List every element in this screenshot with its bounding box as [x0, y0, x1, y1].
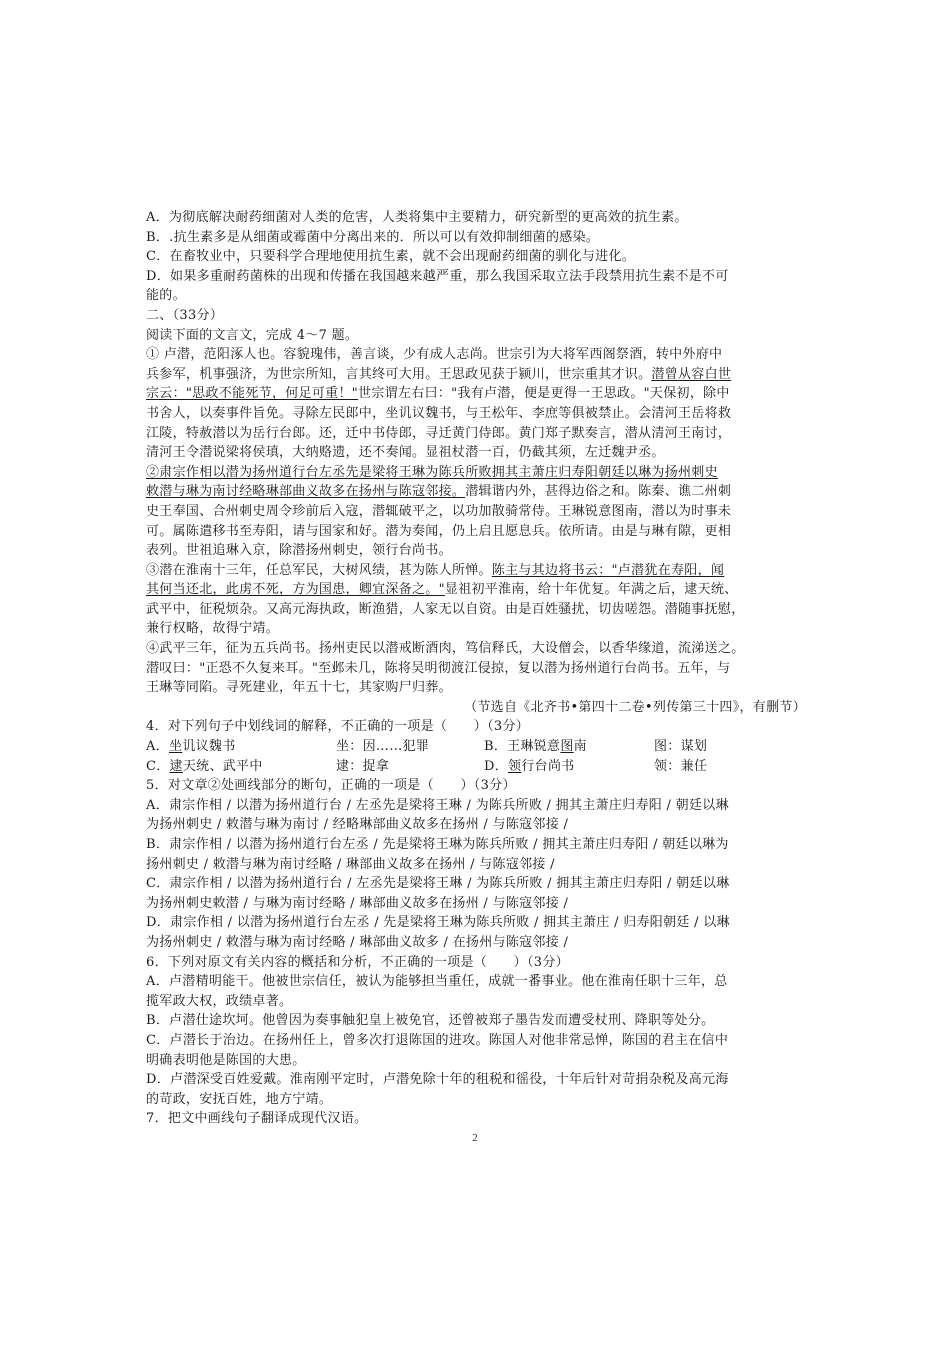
question-7: 7．把文中画线句子翻译成现代汉语。 [146, 1111, 368, 1127]
underlined-sentence-3: 陈主与其边将书云："卢潜犹在寿阳，闻 [491, 562, 725, 578]
q5-option-c: C．肃宗作相 / 以潜为扬州道行台 / 左丞先是梁将王琳 / 为陈兵所败 / 拥其主萧庄归寿阳 / 朝廷以琳 [146, 876, 730, 892]
q6-option-d: D．卢潜深受百姓爱戴。淮南刚平定时，卢潜免除十年的租税和徭役，十年后针对苛捐杂税及高元海 [146, 1072, 729, 1088]
q5-option-a: A．肃宗作相 / 以潜为扬州道行台 / 左丞先是梁将王琳 / 为陈兵所败 / 拥其主萧庄归寿阳 / 朝廷以琳 [146, 797, 729, 813]
q4-option-a-gloss: 坐：因……犯罪 [336, 739, 430, 755]
q4-option-c-gloss: 逮：捉拿 [336, 758, 390, 774]
q6-option-c-cont: 明确表明他是陈国的大患。 [146, 1052, 306, 1068]
q6-option-a: A．卢潜精明能干。他被世宗信任，被认为能够担当重任，成就一番事业。他在淮南任职十三年，总 [146, 974, 728, 990]
source-citation: （节选自《北齐书•第四十二卷•列传第三十四》，有删节） [464, 699, 806, 715]
q4-option-d: D．领行台尚书 [484, 758, 575, 774]
option-b-q3: B．.抗生素多是从细菌或霉菌中分离出来的．所以可以有效抑制细菌的感染。 [146, 229, 600, 245]
underlined-sentence-1: 潜曾从容白世 [651, 366, 732, 382]
option-d-q3: D．如果多重耐药菌株的出现和传播在我国越来越严重，那么我国采取立法手段禁用抗生素不是不可 [146, 268, 729, 284]
passage-p4-line: 潜叹曰："正恐不久复来耳。"至邺未几，陈将吴明彻渡江侵掠，复以潜为扬州道行台尚书。五年，与 [146, 660, 731, 676]
q6-option-a-cont: 揽军政大权，政绩卓著。 [146, 993, 293, 1009]
q4-option-b: B．王琳锐意图南 [484, 739, 587, 755]
question-5: 5．对文章②处画线部分的断句，正确的一项是（ ）（3分） [146, 778, 516, 794]
q4-options-row-2 [146, 757, 806, 777]
passage-p2-line: 表列。世祖追琳入京，除潜扬州刺史，领行台尚书。 [146, 543, 452, 559]
q6-option-c: C．卢潜长于治边。在扬州任上，曾多次打退陈国的进攻。陈国人对他非常忌惮，陈国的君主在信中 [146, 1032, 729, 1048]
question-4: 4．对下列句子中划线词的解释，不正确的一项是（ ）（3分） [146, 719, 530, 735]
q6-option-b: B．卢潜仕途坎坷。他曾因为奏事触犯皇上被免官，还曾被郑子墨告发而遭受杖刑、降职等处分。 [146, 1013, 715, 1029]
q5-option-d: D．肃宗作相 / 以潜为扬州道行台左丞 / 先是梁将王琳为陈兵所败 / 拥其主萧庄 / 归寿阳朝廷 / 以琳 [146, 915, 730, 931]
page-number: 2 [472, 1132, 478, 1144]
q5-option-d-cont: 为扬州刺史 / 敕潜与琳为南讨经略 / 琳部曲义故多 / 在扬州与陈寇邻接 / [146, 934, 569, 950]
passage-p1-line: 清河王令潜说梁将侯瑱，大纳赂遗，还不奏闻。显祖杖潜一百，仍截其须，左迁魏尹丞。 [146, 445, 665, 461]
passage-p3-line: ③潜在淮南十三年，任总军民，大树风绩，甚为陈人所惮。陈主与其边将书云："卢潜犹在寿阳，闻 [146, 562, 725, 578]
passage-p1-line: 江陵，特赦潜以为岳行台郎。还，迁中书侍郎，寻迁黄门侍郎。黄门郑子默奏言，潜从清河王南讨， [146, 425, 732, 441]
q4-option-b-gloss: 图：谋划 [654, 739, 708, 755]
option-d-q3-cont: 能的。 [146, 288, 186, 304]
q4-options-row-1 [146, 737, 806, 757]
question-6: 6．下列对原文有关内容的概括和分析，不正确的一项是（ ）（3分） [146, 954, 569, 970]
q5-option-a-cont: 为扬州刺史 / 敕潜与琳为南讨 / 经略琳部曲义故多在扬州 / 与陈寇邻接 / [146, 817, 569, 833]
q5-option-c-cont: 为扬州刺史敕潜 / 与琳为南讨经略 / 琳部曲义故多在扬州 / 与陈寇邻接 / [146, 895, 569, 911]
passage-p3-line: 武平中，征税烦杂。又高元海执政，断渔猎，人家无以自资。由是百姓骚扰，切齿嗟怨。潜随事抚慰， [146, 601, 745, 617]
passage-p1-line: 书舍人，以奏事件旨免。寻除左民郎中，坐讥议魏书，与王松年、李庶等俱被禁止。会清河王岳将救 [146, 405, 732, 421]
passage-p2-line: 可。属陈遣移书至寿阳，请与国家和好。潜为奏闻，仍上启且愿息兵。依所请。由是与琳有隙，更相 [146, 523, 732, 539]
option-a-q3: A．为彻底解决耐药细菌对人类的危害，人类将集中主要精力，研究新型的更高效的抗生素。 [146, 210, 688, 225]
q6-option-d-cont: 的苛政，安抚百姓，地方宁靖。 [146, 1091, 333, 1107]
underlined-sentence-3-cont: 其何当还北，此虏不死，方为国患，卿宜深备之。" [146, 582, 445, 598]
passage-p4-line: ④武平三年，征为五兵尚书。扬州吏民以潜戒断酒肉，笃信释氏，大设僧会，以香华缘道，流涕送之。 [146, 641, 745, 657]
passage-p1-line: 宗云："思政不能死节，何足可重！"世宗谓左右曰："我有卢潜，便是更得一王思政。"天保初，除中 [146, 386, 730, 402]
q4-option-a: A．坐讥议魏书 [146, 739, 236, 755]
exam-page [146, 208, 806, 1129]
q4-option-d-gloss: 领：兼任 [654, 758, 708, 774]
section-instruction: 阅读下面的文言文，完成 4～7 题。 [146, 327, 359, 343]
q4-option-c: C．逮天统、武平中 [146, 758, 263, 774]
passage-p2-line: 史王奉国、合州刺史周令珍前后入寇，潜辄破平之，以功加散骑常侍。王琳锐意图南，潜以为时事未 [146, 503, 732, 519]
underlined-passage-2-cont: 敕潜与琳为南讨经略琳部曲义故多在扬州与陈寇邻接。 [146, 484, 466, 500]
passage-p3-line: 兼行权略，故得宁靖。 [146, 621, 280, 637]
q5-option-b: B．肃宗作相 / 以潜为扬州道行台左丞 / 先是梁将王琳为陈兵所败 / 拥其主萧庄归寿阳 / 朝廷以琳为 [146, 837, 729, 852]
passage-p4-line: 王琳等同陷。寻死建业，年五十七，其家购尸归葬。 [146, 680, 452, 696]
underlined-passage-2: ②肃宗作相以潜为扬州道行台左丞先是梁将王琳为陈兵所败拥其主萧庄归寿阳朝廷以琳为扬州刺史 [146, 464, 718, 480]
passage-p3-line: 其何当还北，此虏不死，方为国患，卿宜深备之。"显祖初平淮南，给十年优复。年满之后，逮天统、 [146, 582, 738, 598]
q5-option-b-cont: 扬州刺史 / 敕潜与琳为南讨经略 / 琳部曲义故多在扬州 / 与陈寇邻接 / [146, 856, 555, 872]
underlined-sentence-1-cont: 宗云："思政不能死节，何足可重！" [146, 386, 359, 402]
section-heading: 二、（33分） [146, 307, 224, 323]
option-c-q3: C．在畜牧业中，只要科学合理地使用抗生素，就不会出现耐药细菌的驯化与进化。 [146, 249, 636, 265]
passage-p1-line: ① 卢潜，范阳涿人也。容貌瑰伟，善言谈，少有成人志尚。世宗引为大将军西阁祭酒，转中外府中 [146, 347, 723, 363]
passage-p2-line: 敕潜与琳为南讨经略琳部曲义故多在扬州与陈寇邻接。潜辑谐内外，甚得边俗之和。陈秦、谯二州刺 [146, 484, 732, 500]
passage-p1-line: 兵参军，机事强济，为世宗所知，言其终可大用。王思政见获于颍川，世宗重其才识。潜曾从容白世 [146, 366, 732, 382]
